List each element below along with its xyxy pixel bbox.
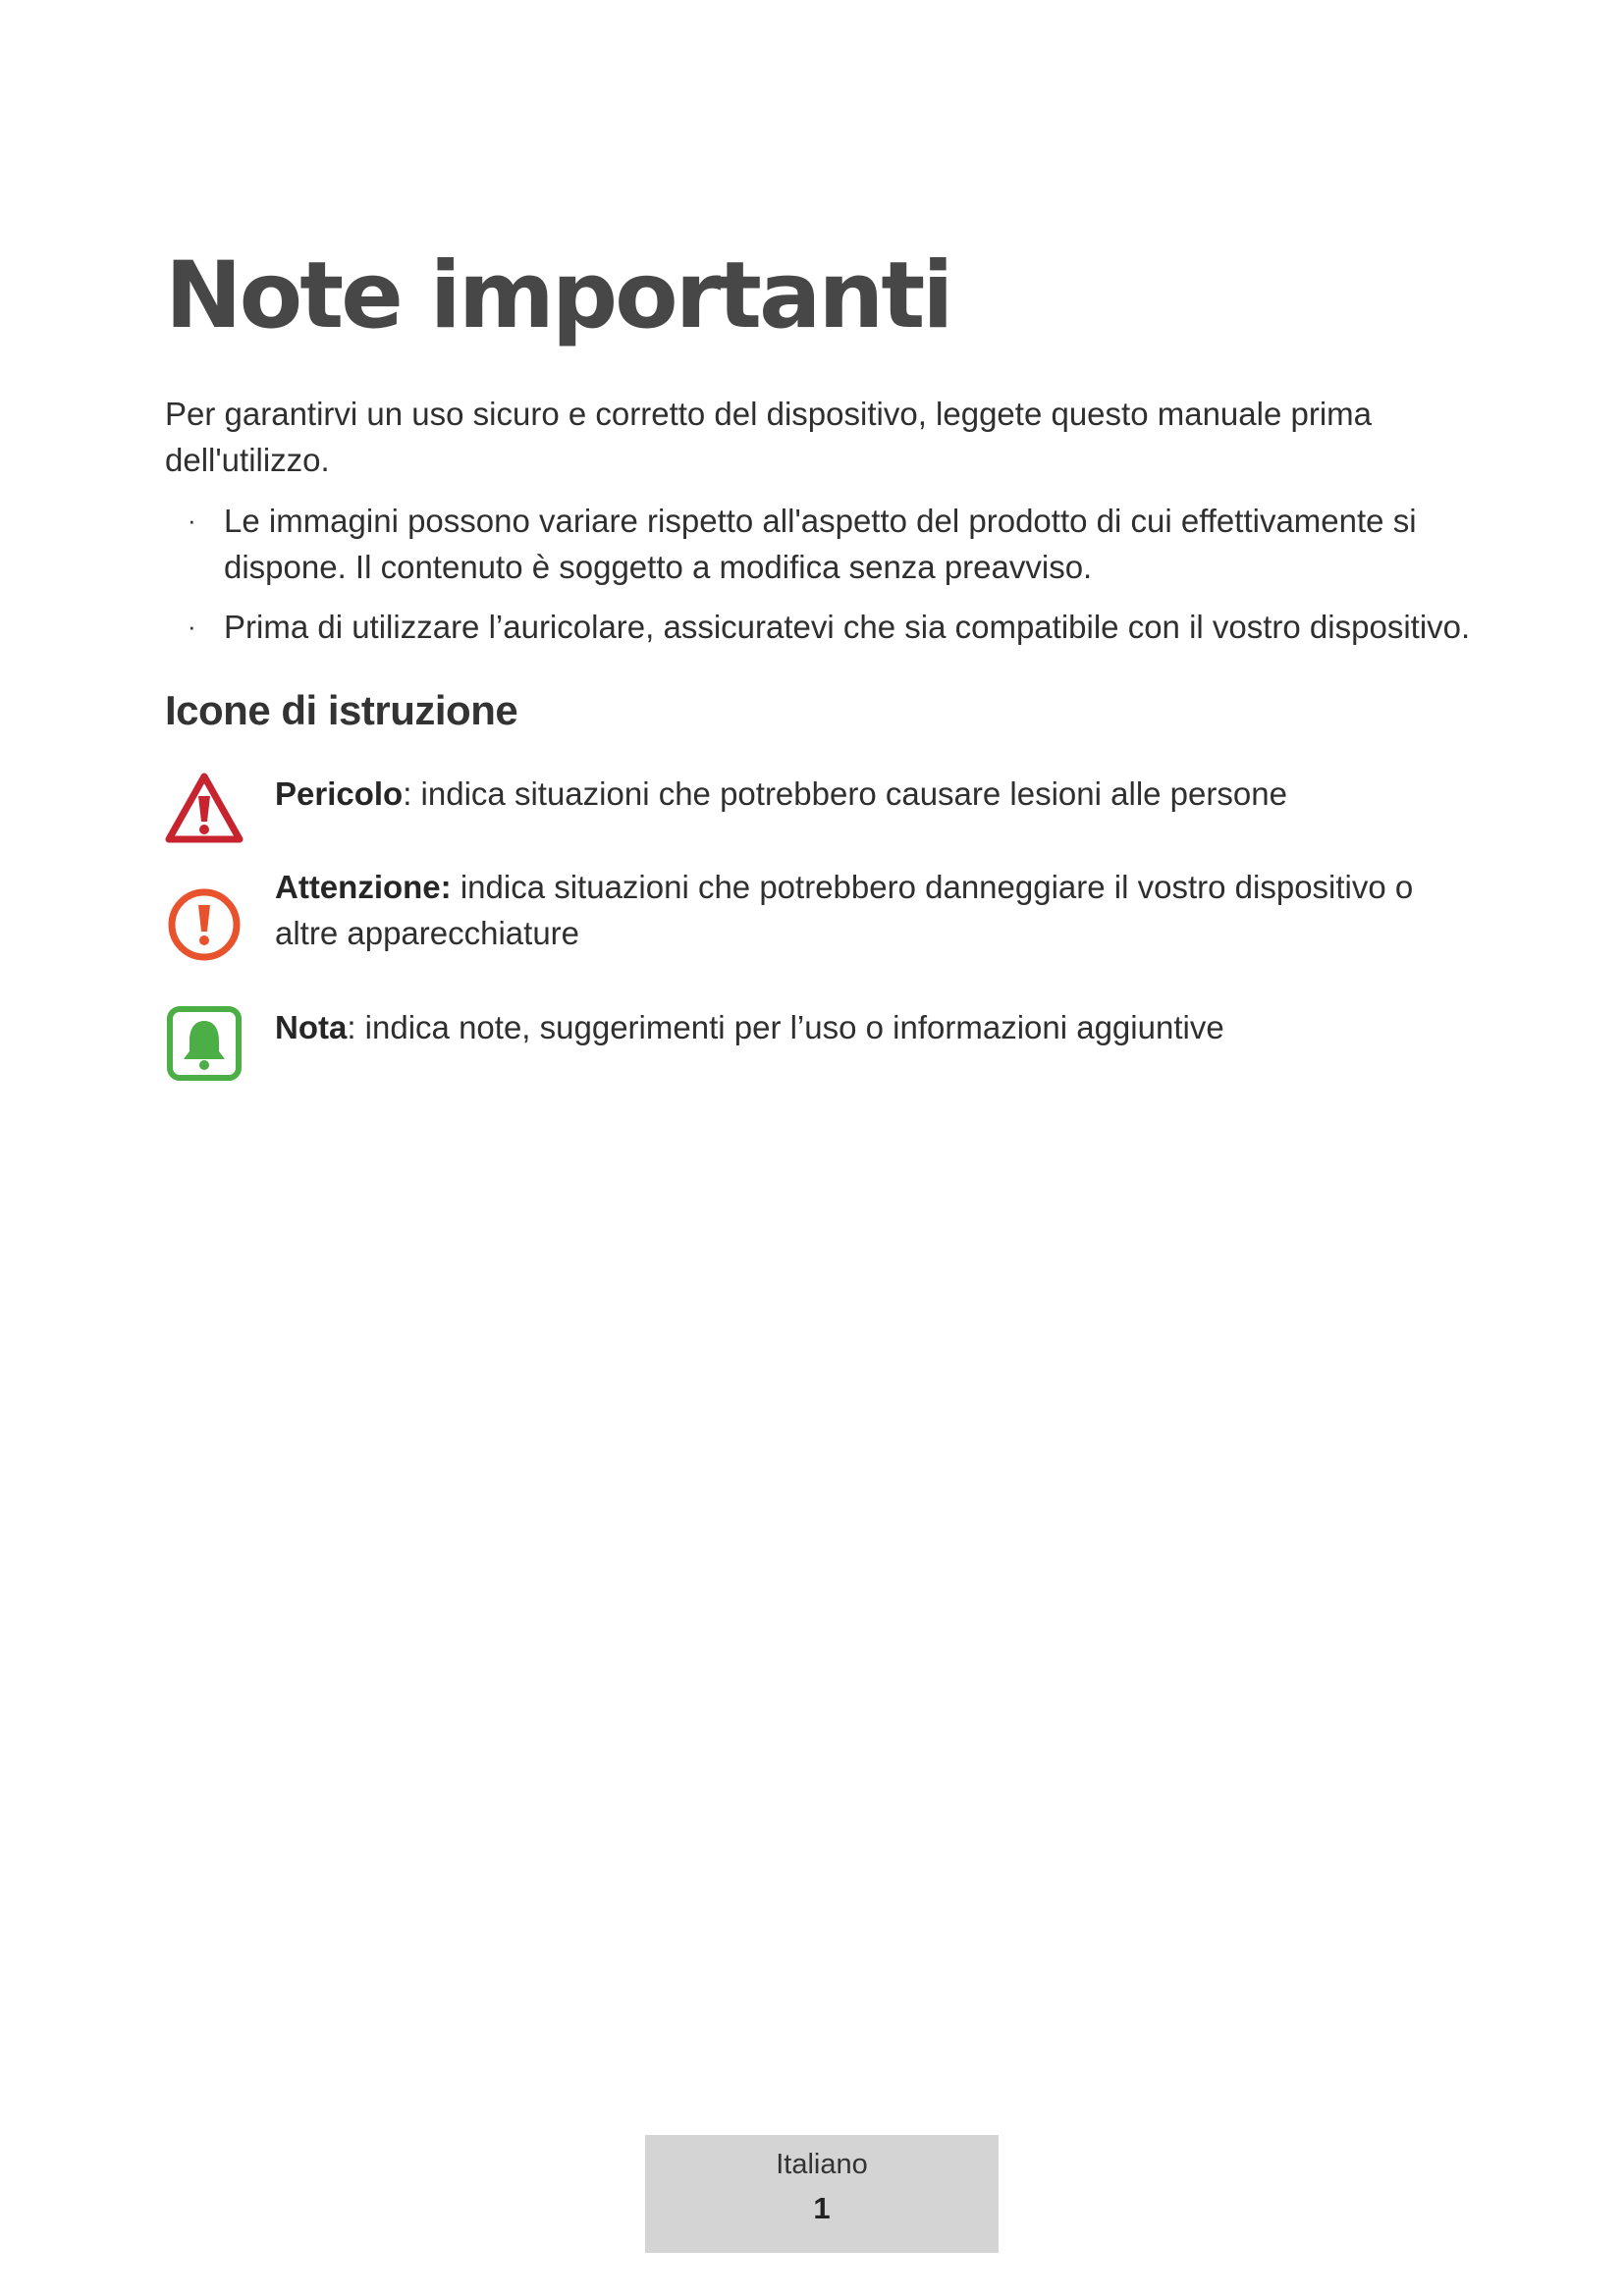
bullet-list bbox=[165, 498, 1481, 664]
note-bell-icon bbox=[165, 1004, 244, 1083]
instruction-description: indica situazioni che potrebbero danneggiare il vostro dispositivo o altre apparecchiature bbox=[275, 869, 1414, 951]
instruction-description: : indica note, suggerimenti per l’uso o informazioni aggiuntive bbox=[347, 1009, 1224, 1045]
bullet-dot-icon: · bbox=[188, 506, 196, 535]
instruction-text bbox=[275, 1004, 1473, 1050]
instruction-text bbox=[275, 771, 1473, 817]
instruction-row-note bbox=[165, 1004, 1481, 1083]
intro-paragraph: Per garantirvi un uso sicuro e corretto del dispositivo, leggete questo manuale prima dell'utilizzo. bbox=[165, 396, 1372, 478]
instruction-label: Nota bbox=[275, 1009, 348, 1045]
bullet-text: Le immagini possono variare rispetto all'aspetto del prodotto di cui effettivamente si dispone. Il contenuto è soggetto a modifica senza preavviso. bbox=[224, 503, 1417, 585]
footer-language: Italiano bbox=[776, 2149, 868, 2180]
instruction-text bbox=[275, 864, 1473, 956]
warning-triangle-icon bbox=[165, 771, 244, 849]
caution-circle-icon bbox=[165, 864, 244, 964]
bullet-text: Prima di utilizzare l’auricolare, assicuratevi che sia compatibile con il vostro dispositivo. bbox=[224, 609, 1471, 645]
section-heading: Icone di istruzione bbox=[165, 687, 518, 733]
page-footer bbox=[645, 2135, 999, 2253]
bullet-item bbox=[165, 604, 1481, 650]
instruction-row-caution bbox=[165, 864, 1481, 964]
instruction-row-danger bbox=[165, 771, 1481, 849]
instruction-label: Pericolo bbox=[275, 775, 404, 812]
page-number: 1 bbox=[813, 2191, 831, 2225]
page-title: Note importanti bbox=[165, 242, 951, 349]
bullet-dot-icon: · bbox=[188, 612, 196, 641]
bullet-item bbox=[165, 498, 1481, 590]
instruction-label: Attenzione: bbox=[275, 869, 452, 905]
instruction-description: : indica situazioni che potrebbero causare lesioni alle persone bbox=[403, 775, 1287, 812]
